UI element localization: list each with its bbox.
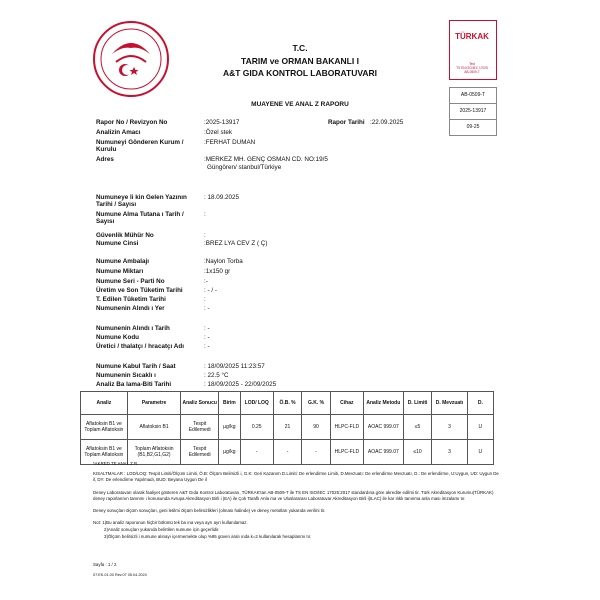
cell: - (240, 440, 273, 465)
header-line-2: TARIM ve ORMAN BAKANLI I (241, 56, 359, 66)
form-code: 07.EK.01.00 Rev.07 05.04.2024 (93, 573, 147, 577)
field-label: Rapor No / Revizyon No (96, 119, 168, 126)
report-date-label: Rapor Tarihi (328, 119, 365, 126)
accreditation-code: AB-0509-T (449, 87, 497, 104)
field-label: Güvenlik Mühür No (96, 232, 154, 239)
results-table (80, 391, 494, 465)
field-value: : (204, 232, 206, 239)
cell: - (302, 440, 331, 465)
cell: Tespit Edilemedi (181, 440, 219, 465)
abbreviations: KISALTMALAR : LOD/LOQ: Tespit Limiti/Ölçüm Limiti, Ö.B: Ölçüm Belirsizli i, G.K: Geri Kazanım D.Limiti: De erlendirme Limiti, D.Mevzuatı: De erlendirme Mevzuatı, D.: De erlendirme, U:Uygun, UD: Uygun De il, DY: De erlendirme Yapılmadı, BUD: Beyana Uygun De il (93, 471, 499, 482)
field-value: :- (204, 278, 208, 285)
cell: ≤5 (403, 415, 432, 440)
col-header: Birim (219, 392, 241, 415)
field-value: : 18/09/2025 - 22/09/2025 (204, 381, 277, 388)
col-header: Analiz Metodu (363, 392, 403, 415)
field-label: Analiz Ba lama-Biti Tarihi (96, 381, 172, 388)
field-label: Adres (96, 156, 114, 163)
cell: Toplam Aflatoksin (B1,B2,G1,G2) (127, 440, 181, 465)
col-header: D. Mevzuatı (432, 392, 467, 415)
field-value: : (204, 211, 206, 218)
cell: HLPC-FLD (330, 415, 363, 440)
cell: Tespit Edilemedi (181, 415, 219, 440)
col-header: G.K. % (302, 392, 331, 415)
cell: 3 (432, 415, 467, 440)
field-label: Numunenin Sıcaklı ı (96, 372, 156, 379)
field-value: : - (204, 334, 210, 341)
note-1: Not: 1)Bu analiz raporunun hiçbir bölümü tek ba ına veya ayrı ayrı kullanılamaz. (93, 520, 248, 525)
cell: 0.25 (240, 415, 273, 440)
col-header: Parametre (127, 392, 181, 415)
field-value: : - (204, 305, 210, 312)
col-header: D. (467, 392, 493, 415)
field-value: :2025-13917 (204, 119, 240, 126)
col-header: D. Limiti (403, 392, 432, 415)
cell: 21 (273, 415, 302, 440)
field-label: Numunenin Alındı ı Yer (96, 305, 165, 312)
header-line-3: A&T GIDA KONTROL LABORATUVARI (222, 68, 378, 78)
field-label: Üretim ve Son Tüketim Tarihi (96, 287, 183, 294)
field-label: Numune Miktarı (96, 268, 144, 275)
field-value: : - (204, 325, 210, 332)
field-value: :Naylon Torba (204, 258, 243, 265)
cell: Aflatoksin B1 ve Toplam Aflatoksin (81, 440, 128, 465)
field-label: Numune Seri - Parti No (96, 278, 165, 285)
field-value: : 22.5 °C (204, 372, 229, 379)
field-value: :1x150 gr (204, 268, 231, 275)
cell: ≤10 (403, 440, 432, 465)
field-label: Numuneyi Gönderen Kurum / Kurulu (96, 139, 184, 153)
field-value: :FERHAT DUMAN (204, 139, 256, 146)
field-value: : 18/09/2025 11:23:57 (204, 363, 265, 370)
cell: 3 (432, 440, 467, 465)
field-value: :MERKEZ MH. GENÇ OSMAN CD. NO:19/5 (204, 156, 328, 163)
cell: U (467, 440, 493, 465)
accreditation-paragraph: Deney Laboratuvarı olarak faaliyet gösteren A&T Gıda Kontrol Laboratuvarı, TÜRKAK'tan AB-0509-T ile TS EN ISO/IEC 17025:2017 standardına göre akredite edilmi tir. Türk Akreditasyon Kurumu(TÜRKAK) deney raporlarının tanınmı ı konusunda Avrupa Akreditasyon Birli i (EA) ile Çok Taraflı Anla ma ve Uluslararası Laboratuvar Akreditasyon Birli i(ILAC) ile kar ılıklı tanınma anla ması imzalamı tır. (93, 490, 494, 501)
table-row (81, 415, 494, 440)
cell: AOAC 999.07 (363, 415, 403, 440)
field-value: :BREZ LYA CEV Z ( Ç) (204, 240, 268, 247)
note-3: 3)Ölçüm belirsizli i numune alınayı içermemekte olup %95 güven aralı ında k=2 kullanılarak hesaplanmı tır. (104, 534, 312, 539)
page-number: Sayfa : 1 / 2 (93, 562, 117, 567)
field-value: : 18.09.2025 (204, 194, 240, 201)
field-value: : - / - (204, 287, 217, 294)
turkak-details: Test TS EN ISO/IEC 17025 AB-0509-T (456, 62, 488, 74)
cell: AOAC 999.07 (363, 440, 403, 465)
cell: U (467, 415, 493, 440)
cell: Aflatoksin B1 (127, 415, 181, 440)
col-header: LOD/ LOQ (240, 392, 273, 415)
month-code: 09-25 (449, 119, 497, 136)
note-2: 2)Analiz sonuçları yukarıda belirtilen numune için geçerlidir. (104, 527, 220, 532)
field-label: Numune Kodu (96, 334, 140, 341)
turkak-logo: TÜRKAK (455, 32, 489, 41)
field-value: :Özel stek (204, 129, 232, 136)
cell: 90 (302, 415, 331, 440)
col-header: Analiz Sonucu (181, 392, 219, 415)
cell: µg/kg (219, 440, 241, 465)
field-label: Numuneye li kin Gelen Yazının Tarihi / Sayısı (96, 194, 187, 208)
report-date-value: :22.09.2025 (370, 119, 404, 126)
field-label: Numune Cinsi (96, 240, 139, 247)
field-value: : (204, 296, 206, 303)
report-title: MUAYENE VE ANAL Z RAPORU (251, 101, 349, 108)
field-label: Numune Ambalajı (96, 258, 149, 265)
col-header: Ö.B. % (273, 392, 302, 415)
table-header-row (81, 392, 494, 415)
field-label: Numune Alma Tutana ı Tarih / Sayısı (96, 211, 184, 225)
results-paragraph: Deney sonuçları ölçüm sonuçları, geni letilmi ölçüm belirsizlikleri (olması halinde) ve deney metotları yukarıda verilmi tir. (93, 508, 326, 513)
field-label: Numunenin Alındı ı Tarih (96, 325, 170, 332)
field-value-2: Güngören/ stanbul/Türkiye (207, 164, 282, 171)
cell: µg/kg (219, 415, 241, 440)
field-label: T. Edilen Tüketim Tarihi (96, 296, 166, 303)
cell: HLPC-FLD (330, 440, 363, 465)
field-label: Analizin Amacı (96, 129, 141, 136)
field-label: Üretici / thalatçı / hracatçı Adı (96, 343, 184, 350)
field-label: Numune Kabul Tarih / Saat (96, 363, 176, 370)
header-line-1: T.C. (292, 43, 308, 53)
field-value: : - (204, 343, 210, 350)
cell: - (273, 440, 302, 465)
cell: Aflatoksin B1 ve Toplam Aflatoksin (81, 415, 128, 440)
col-header: Analiz (81, 392, 128, 415)
col-header: Cihaz (330, 392, 363, 415)
report-code: 2025-13917 (449, 103, 497, 120)
akredite-note: *AKRED TE ANAL Z R. (93, 461, 139, 466)
